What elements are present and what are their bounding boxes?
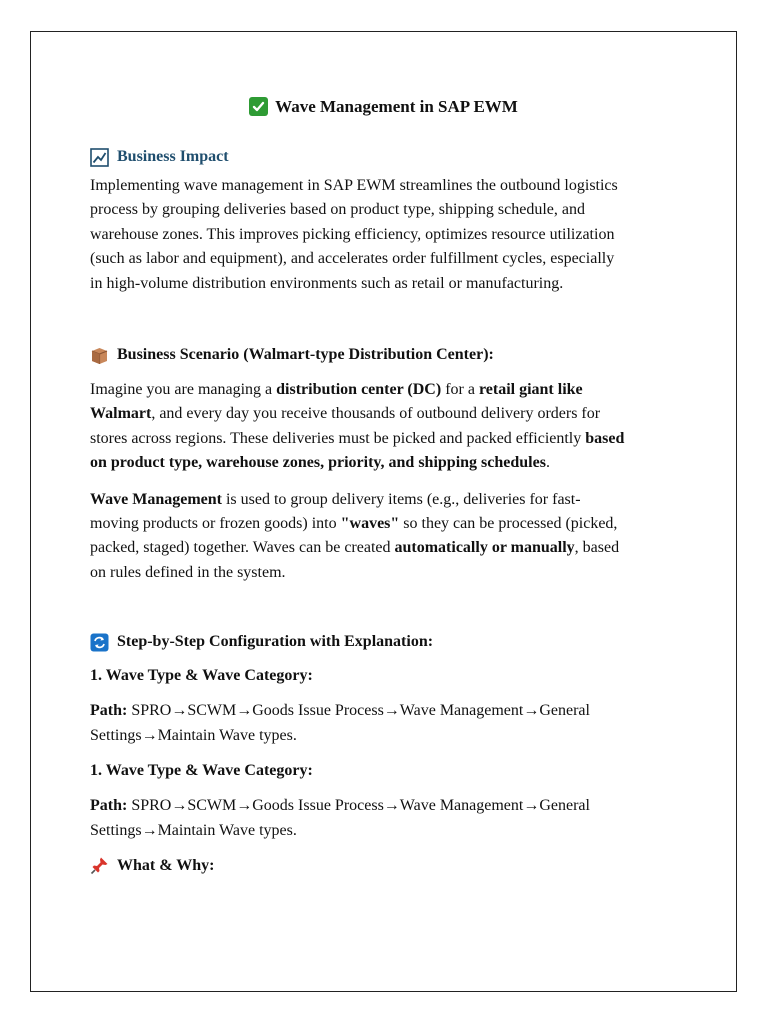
what-why-heading-text: What & Why: [117,856,215,874]
bold-run: automatically or manually [394,539,575,557]
bold-run: on product type, warehouse zones, priority, and shipping schedules [90,454,546,472]
page-title-text: Wave Management in SAP EWM [275,97,518,116]
text-run: is used to group delivery items (e.g., deliveries for fast- [221,490,581,508]
configuration-heading-text: Step-by-Step Configuration with Explanation: [117,633,434,651]
repeat-icon [90,633,109,652]
wave-type-heading-text: 1. Wave Type & Wave Category: [90,762,313,780]
paragraph-line: Implementing wave management in SAP EWM streamlines the outbound logistics [90,177,618,194]
text-run: packed, staged) together. Waves can be created [90,539,395,557]
paragraph-line: in high-volume distribution environments such as retail or manufacturing. [90,274,564,292]
configuration-heading [90,631,680,653]
text-run: . [545,454,550,472]
what-why-heading [90,855,680,877]
text-run: moving products or frozen goods) into [90,515,341,533]
bold-run: distribution center (DC) [276,381,442,399]
business-impact-heading [90,146,680,168]
wave-type-heading-text: 1. Wave Type & Wave Category: [90,667,313,685]
text-run: for a [441,381,479,399]
pushpin-icon [90,856,109,875]
wave-type-heading [90,665,680,687]
paragraph-line: process by grouping deliveries based on product type, shipping schedule, and [90,201,585,219]
text-run: , and every day you receive thousands of outbound delivery orders for [151,405,601,423]
wave-type-heading [90,760,680,782]
chart-increasing-icon [90,148,109,167]
bold-run: Wave Management [90,490,222,508]
business-scenario-paragraph-2 [90,488,680,586]
business-scenario-paragraph-1 [90,378,680,476]
bold-run: retail giant like [478,381,583,399]
path-label: Path: [90,797,128,815]
text-run: , based [574,539,620,557]
bold-run: Walmart [90,405,152,423]
path-text: Settings→Maintain Wave types. [90,821,297,839]
bold-run: based [585,429,625,447]
paragraph-line: warehouse zones. This improves picking efficiency, optimizes resource utilization [90,225,615,243]
path-text: SPRO→SCWM→Goods Issue Process→Wave Management→General [127,797,590,815]
path-label: Path: [90,702,128,720]
bold-run: "waves" [340,515,400,533]
path-text: SPRO→SCWM→Goods Issue Process→Wave Management→General [127,702,590,720]
page-title [31,96,736,118]
text-run: stores across regions. These deliveries must be picked and packed efficiently [90,429,586,447]
text-run: so they can be processed (picked, [399,515,618,533]
business-scenario-heading-text: Business Scenario (Walmart-type Distribution Center): [117,346,494,364]
text-run: Imagine you are managing a [90,381,277,399]
config-path [90,699,680,748]
business-impact-paragraph [90,174,680,296]
business-scenario-heading [90,344,680,366]
check-mark-icon [249,97,268,116]
business-impact-heading-text: Business Impact [117,148,229,165]
document-content [90,146,680,877]
document-page [30,31,737,992]
config-path [90,794,680,843]
path-text: Settings→Maintain Wave types. [90,726,297,744]
package-icon [90,346,109,365]
paragraph-line: (such as labor and equipment), and accelerates order fulfillment cycles, especially [90,250,615,268]
text-run: on rules defined in the system. [90,563,286,581]
